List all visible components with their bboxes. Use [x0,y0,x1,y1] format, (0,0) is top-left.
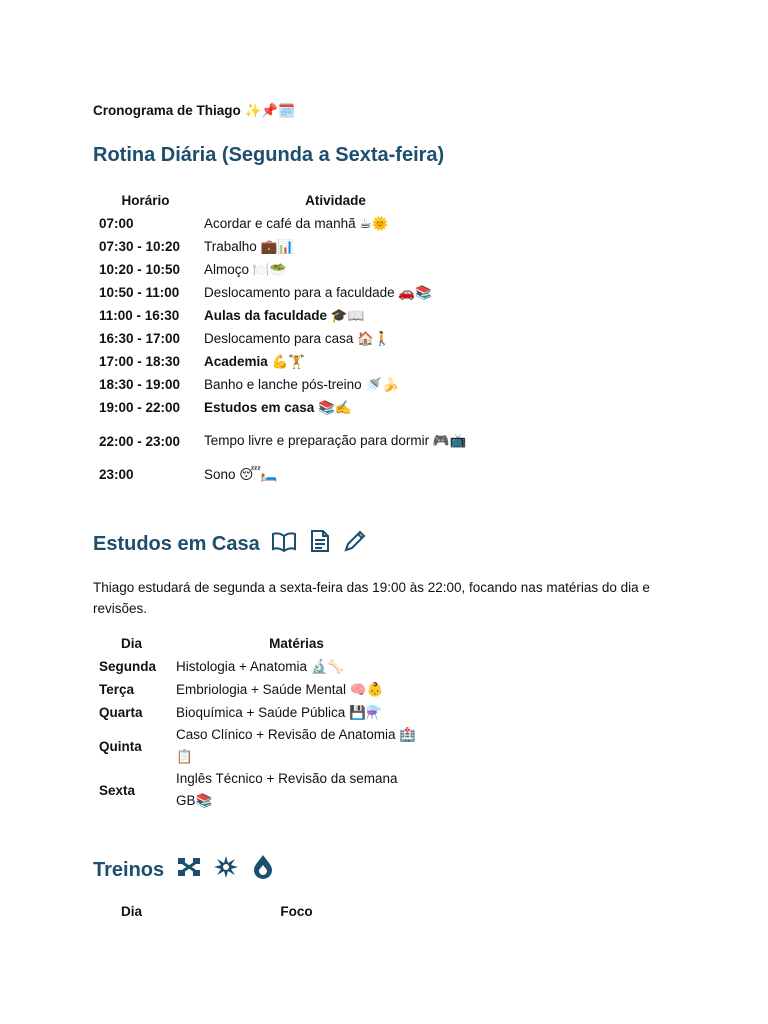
table-row [93,768,423,812]
column-header-day: Dia [120,904,142,919]
subjects-cell: Histologia + Anatomia 🔬🦴 [176,658,345,674]
table-row [93,419,473,463]
time-cell: 11:00 - 16:30 [99,308,180,323]
time-cell: 22:00 - 23:00 [99,433,181,449]
time-cell: 17:00 - 18:30 [99,354,181,369]
activity-cell: Tempo livre e preparação para dormir 🎮📺 [204,433,467,448]
document-title: Cronograma de Thiago ✨📌🗓️ [93,103,295,118]
subjects-cell: Caso Clínico + Revisão de Anatomia 🏥📋 [176,727,417,764]
table-row [93,655,423,678]
table-row [93,678,423,701]
activity-cell: Deslocamento para a faculdade 🚗📚 [204,284,432,300]
column-header-activity: Atividade [305,193,366,208]
routine-header-row [93,189,473,212]
routine-heading: Rotina Diária (Segunda a Sexta-feira) [93,144,445,166]
day-cell: Segunda [99,659,157,674]
burst-icon [213,855,239,879]
time-cell: 07:00 [99,216,134,231]
study-paragraph: Thiago estudará de segunda a sexta-feira das 19:00 às 22:00, focando nas matérias do dia e revisões. [93,580,650,616]
study-table [93,632,423,812]
table-row [93,373,473,396]
activity-cell: Almoço 🍽️🥗 [204,261,287,277]
table-row [93,396,473,419]
day-cell: Sexta [99,782,136,798]
table-row [93,212,473,235]
drop-icon [251,853,275,879]
column-header-focus: Foco [280,904,313,919]
day-cell: Quarta [99,705,143,720]
activity-cell: Trabalho 💼📊 [204,238,295,254]
time-cell: 18:30 - 19:00 [99,377,181,392]
activity-cell: Estudos em casa 📚✍️ [204,399,352,415]
training-table [93,900,423,923]
study-header-row [93,632,423,655]
time-cell: 10:20 - 10:50 [99,262,181,277]
subjects-cell: Inglês Técnico + Revisão da semana GB📚 [176,771,398,808]
time-cell: 07:30 - 10:20 [99,239,181,254]
activity-cell: Academia 💪🏋️ [204,353,306,369]
day-cell: Quinta [99,738,142,754]
time-cell: 19:00 - 22:00 [99,400,181,415]
table-row [93,327,473,350]
activity-cell: Deslocamento para casa 🏠🚶 [204,330,391,346]
open-book-icon [271,531,297,553]
document-icon [309,529,331,553]
column-header-time: Horário [121,193,170,208]
activity-cell: Aulas da faculdade 🎓📖 [204,307,365,323]
table-row [93,235,473,258]
pen-icon [342,529,368,553]
training-heading-text: Treinos [93,859,165,881]
activity-cell: Banho e lanche pós-treino 🚿🍌 [204,376,399,392]
table-row [93,701,423,724]
dumbbell-icon [176,855,202,879]
training-header-row [93,900,423,923]
study-heading [93,529,368,556]
table-row [93,724,423,768]
time-cell: 23:00 [99,467,134,482]
subjects-cell: Embriologia + Saúde Mental 🧠👶 [176,681,384,697]
time-cell: 16:30 - 17:00 [99,331,181,346]
subjects-cell: Bioquímica + Saúde Pública 💾⚗️ [176,704,383,720]
column-header-day: Dia [120,636,142,651]
table-row [93,281,473,304]
table-row [93,350,473,373]
table-row [93,258,473,281]
column-header-subjects: Matérias [269,636,324,651]
training-heading [93,853,275,882]
study-heading-text: Estudos em Casa [93,533,260,555]
activity-cell: Acordar e café da manhã ☕🌞 [204,215,389,231]
table-row [93,304,473,327]
routine-table [93,189,473,486]
day-cell: Terça [99,682,135,697]
table-row [93,463,473,486]
activity-cell: Sono 😴🛏️ [204,466,278,482]
time-cell: 10:50 - 11:00 [99,285,180,300]
